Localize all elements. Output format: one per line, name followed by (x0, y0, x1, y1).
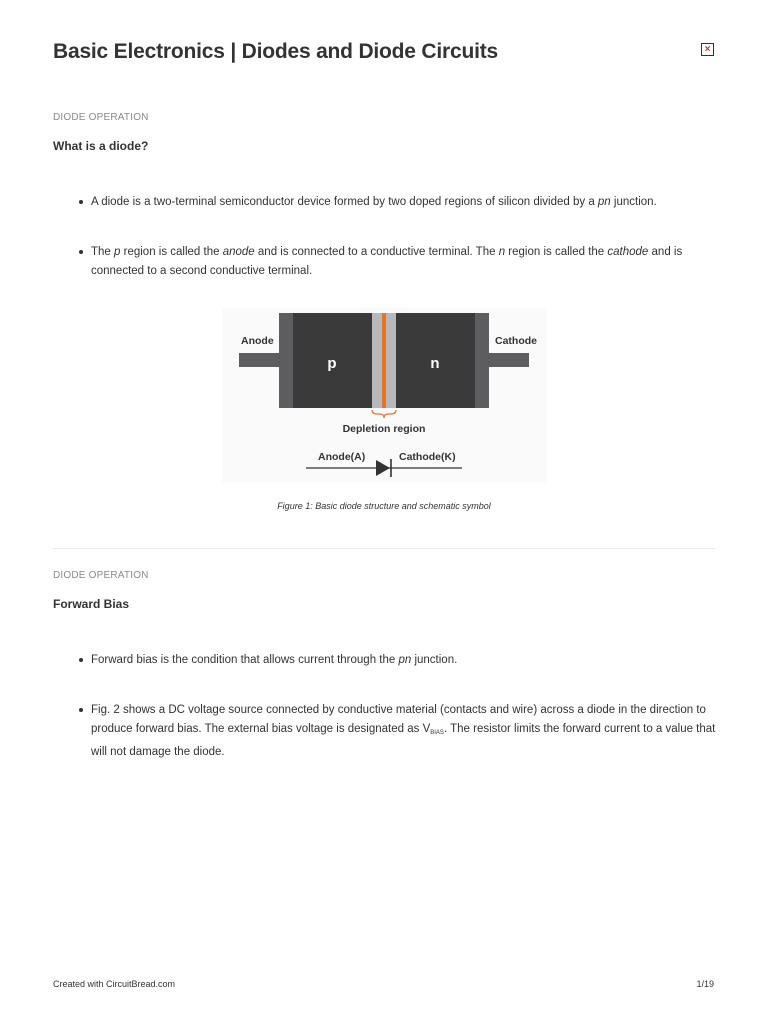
footer-credit: Created with CircuitBread.com (53, 979, 176, 989)
diode-diagram (222, 308, 547, 483)
page-number: 1/19 (696, 979, 714, 989)
junction-line (382, 313, 386, 408)
p-label: p (327, 355, 337, 372)
depletion-label: Depletion region (342, 423, 426, 435)
cathode-terminal (475, 313, 489, 408)
section-heading: Forward Bias (53, 597, 130, 611)
figure-caption: Figure 1: Basic diode structure and schematic symbol (277, 501, 491, 511)
section-heading: What is a diode? (53, 139, 149, 153)
diode-figure (222, 308, 547, 483)
bullet-item: Forward bias is the condition that allows current through the pn junction. (78, 651, 718, 670)
section-label: DIODE OPERATION (53, 570, 149, 581)
anode-label: Anode (241, 335, 274, 347)
depletion-brace (372, 410, 396, 418)
bullet-list (78, 243, 718, 281)
symbol-anode-label: Anode(A) (318, 451, 366, 463)
diode-symbol-triangle (376, 460, 390, 476)
bullet-list (78, 651, 718, 670)
bullet-list (78, 193, 718, 212)
section-label: DIODE OPERATION (53, 112, 149, 123)
cathode-label: Cathode (495, 335, 537, 347)
n-label: n (430, 355, 440, 372)
bullet-item: A diode is a two-terminal semiconductor device formed by two doped regions of silicon divided by a pn junction. (78, 193, 718, 212)
symbol-cathode-label: Cathode(K) (399, 451, 456, 463)
bullet-list (78, 701, 718, 762)
bullet-item: Fig. 2 shows a DC voltage source connected by conductive material (contacts and wire) across a diode in the direction to produce forward bias. The external bias voltage is designated as $V_{BIAS}$. The resistor limits the forward current to a value that will not damage the diode. (78, 701, 718, 762)
page-title: Basic Electronics | Diodes and Diode Circuits (53, 40, 499, 63)
anode-lead (239, 353, 279, 367)
bullet-item: The p region is called the anode and is connected to a conductive terminal. The n region is called the cathode and is connected to a second conductive terminal. (78, 243, 718, 281)
anode-terminal (279, 313, 293, 408)
close-icon[interactable]: × (701, 43, 714, 56)
section-divider (53, 548, 715, 549)
cathode-lead (489, 353, 529, 367)
